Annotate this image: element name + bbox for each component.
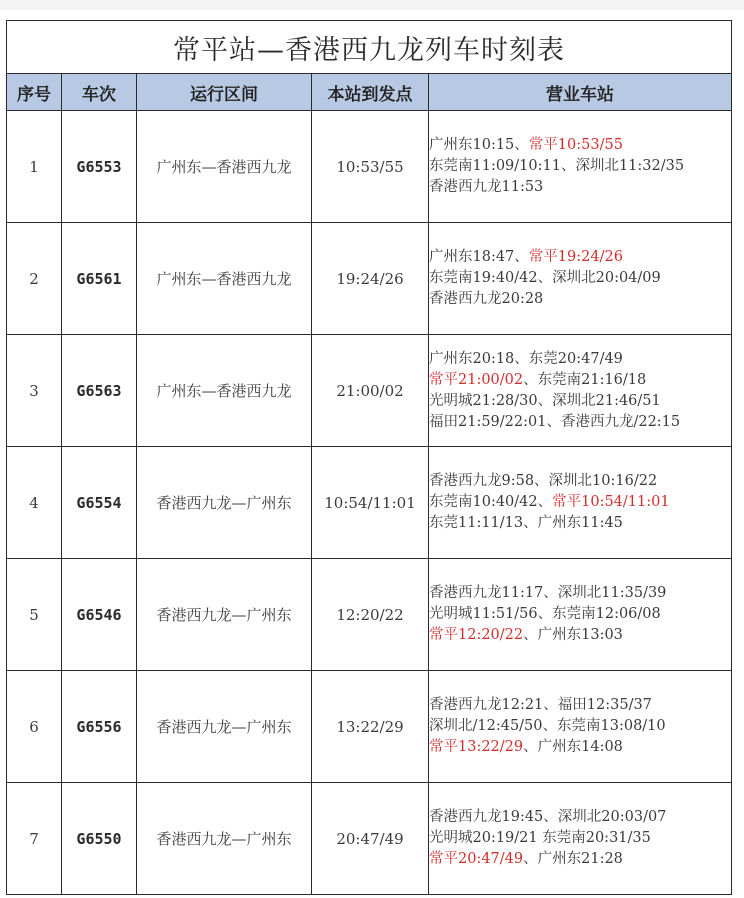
stop-line [429, 695, 731, 716]
train-number: G6563 [62, 335, 137, 447]
header-train: 车次 [62, 74, 137, 111]
stops-cell [429, 559, 732, 671]
station-time: 20:47/49 [312, 783, 429, 895]
stop-text: 东莞11:11/13、广州东11:45 [429, 515, 623, 531]
table-row [7, 223, 732, 335]
route: 香港西九龙—广州东 [137, 783, 312, 895]
changping-stop: 常平13:22/29 [429, 739, 524, 755]
stop-line [429, 268, 731, 289]
station-time: 10:54/11:01 [312, 447, 429, 559]
stop-line [429, 177, 731, 198]
stop-text: 广州东20:18、东莞20:47/49 [429, 350, 623, 367]
stop-line [429, 412, 731, 433]
stops-cell [429, 447, 732, 559]
row-number: 2 [7, 223, 62, 335]
route: 广州东—香港西九龙 [137, 223, 312, 335]
stop-text: 东莞南19:40/42、深圳北20:04/09 [429, 270, 661, 286]
stop-text: 香港西九龙19:45、深圳北20:03/07 [429, 809, 667, 825]
station-time: 21:00/02 [312, 335, 429, 447]
stop-text: 、东莞南21:16/18 [523, 371, 647, 388]
row-number: 6 [7, 671, 62, 783]
changping-stop: 常平20:47/49 [429, 851, 524, 867]
station-time: 13:22/29 [312, 671, 429, 783]
header-time: 本站到发点 [312, 74, 429, 111]
stop-line [429, 492, 731, 513]
changping-stop: 常平10:53/55 [528, 137, 623, 153]
table-row [7, 671, 732, 783]
header-no: 序号 [7, 74, 62, 111]
stop-text: 东莞南10:40/42、 [429, 494, 553, 510]
route: 广州东—香港西九龙 [137, 111, 312, 223]
stop-text: 香港西九龙20:28 [429, 291, 544, 307]
timetable [6, 20, 732, 895]
stop-text: 、广州东13:03 [523, 627, 623, 643]
stop-line [429, 625, 731, 646]
train-number: G6561 [62, 223, 137, 335]
stop-line [429, 604, 731, 625]
route: 广州东—香港西九龙 [137, 335, 312, 447]
stop-line [429, 737, 731, 758]
stops-cell [429, 335, 732, 447]
stops-cell [429, 783, 732, 895]
stop-text: 光明城11:51/56、东莞南12:06/08 [429, 606, 661, 622]
stop-text: 香港西九龙11:17、深圳北11:35/39 [429, 585, 667, 601]
stop-text: 、广州东21:28 [523, 851, 623, 867]
row-number: 1 [7, 111, 62, 223]
header-route: 运行区间 [137, 74, 312, 111]
stop-line [429, 513, 731, 534]
stop-line [429, 716, 731, 737]
table-row [7, 111, 732, 223]
stop-line [429, 583, 731, 604]
header-row [7, 74, 732, 111]
stop-line [429, 807, 731, 828]
table-row [7, 335, 732, 447]
stop-text: 光明城20:19/21 东莞南20:31/35 [429, 830, 651, 846]
route: 香港西九龙—广州东 [137, 447, 312, 559]
stop-line [429, 849, 731, 870]
stop-text: 广州东18:47、 [429, 249, 529, 265]
changping-stop: 常平21:00/02 [429, 371, 524, 388]
stop-text: 香港西九龙9:58、深圳北10:16/22 [429, 473, 658, 489]
train-number: G6556 [62, 671, 137, 783]
stop-text: 深圳北/12:45/50、东莞南13:08/10 [429, 718, 666, 734]
stop-text: 光明城21:28/30、深圳北21:46/51 [429, 392, 661, 409]
row-number: 4 [7, 447, 62, 559]
stop-line [429, 828, 731, 849]
stop-line [429, 135, 731, 156]
route: 香港西九龙—广州东 [137, 671, 312, 783]
stop-line [429, 471, 731, 492]
train-number: G6550 [62, 783, 137, 895]
stop-text: 香港西九龙12:21、福田12:35/37 [429, 697, 652, 713]
row-number: 5 [7, 559, 62, 671]
header-stops: 营业车站 [429, 74, 732, 111]
station-time: 12:20/22 [312, 559, 429, 671]
table-row [7, 783, 732, 895]
stop-line [429, 156, 731, 177]
stops-cell [429, 223, 732, 335]
stops-cell [429, 671, 732, 783]
stop-text: 、广州东14:08 [523, 739, 623, 755]
timetable-sheet [0, 10, 744, 898]
stop-text: 福田21:59/22:01、香港西九龙/22:15 [429, 413, 681, 430]
train-number: G6553 [62, 111, 137, 223]
changping-stop: 常平10:54/11:01 [552, 494, 670, 510]
route: 香港西九龙—广州东 [137, 559, 312, 671]
stops-cell [429, 111, 732, 223]
stop-line [429, 391, 731, 412]
stop-line [429, 289, 731, 310]
stop-line [429, 247, 731, 268]
row-number: 3 [7, 335, 62, 447]
stop-text: 东莞南11:09/10:11、深圳北11:32/35 [429, 158, 685, 174]
train-number: G6546 [62, 559, 137, 671]
stop-text: 广州东10:15、 [429, 137, 529, 153]
row-number: 7 [7, 783, 62, 895]
station-time: 19:24/26 [312, 223, 429, 335]
changping-stop: 常平19:24/26 [528, 249, 623, 265]
table-row [7, 447, 732, 559]
timetable-title: 常平站—香港西九龙列车时刻表 [7, 21, 732, 74]
stop-line [429, 370, 731, 391]
changping-stop: 常平12:20/22 [429, 627, 524, 643]
table-row [7, 559, 732, 671]
station-time: 10:53/55 [312, 111, 429, 223]
stop-line [429, 349, 731, 370]
train-number: G6554 [62, 447, 137, 559]
stop-text: 香港西九龙11:53 [429, 179, 544, 195]
